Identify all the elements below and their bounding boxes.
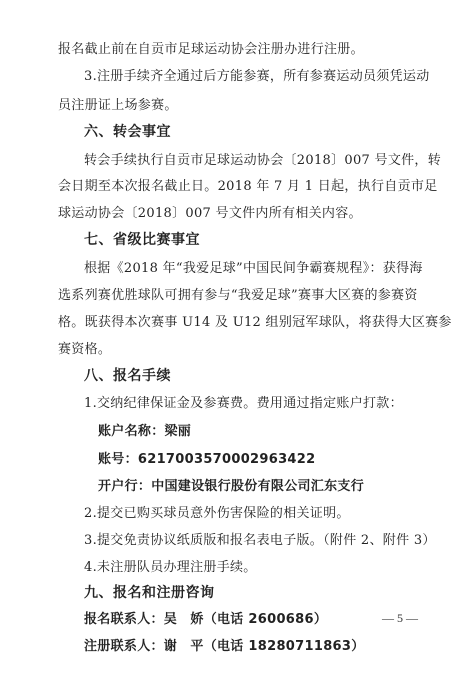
- page-number: — 5 —: [382, 611, 418, 625]
- text-line: 选系列赛优胜球队可拥有参与“我爱足球”赛事大区赛的参赛资: [58, 288, 418, 303]
- text-line: 2.提交已购买球员意外伤害保险的相关证明。: [84, 506, 350, 521]
- text-line: 3.注册手续齐全通过后方能参赛，所有参赛运动员须凭运动: [84, 69, 430, 84]
- text-line: 根据《2018 年“我爱足球”中国民间争霸赛规程》：获得海: [84, 261, 423, 276]
- text-line: 会日期至本次报名截止日。2018 年 7 月 1 日起，执行自贡市足: [58, 179, 438, 194]
- section-heading-provincial: 七、省级比赛事宜: [84, 232, 200, 248]
- text-line: 员注册证上场参赛。: [58, 98, 178, 113]
- section-heading-transfer: 六、转会事宜: [84, 124, 171, 140]
- section-heading-contact: 九、报名和注册咨询: [84, 585, 215, 601]
- text-line: 3.提交免责协议纸质版和报名表电子版。（附件 2、附件 3）: [84, 533, 436, 548]
- text-line: 1.交纳纪律保证金及参赛费。费用通过指定账户打款：: [84, 396, 403, 411]
- section-heading-registration: 八、报名手续: [84, 368, 171, 384]
- account-number-line: 账号：6217003570002963422: [98, 452, 316, 467]
- text-line: 转会手续执行自贡市足球运动协会〔2018〕007 号文件，转: [84, 153, 442, 168]
- registration-contact: 报名联系人：吴 娇（电话 2600686）: [84, 612, 328, 627]
- signup-contact: 注册联系人：谢 平（电话 18280711863）: [84, 639, 365, 654]
- bank-line: 开户行：中国建设银行股份有限公司汇东支行: [98, 479, 365, 494]
- text-line: 球运动协会〔2018〕007 号文件内所有相关内容。: [58, 206, 362, 221]
- account-name-line: 账户名称：梁丽: [98, 424, 192, 439]
- text-line: 报名截止前在自贡市足球运动协会注册办进行注册。: [58, 42, 364, 57]
- text-line: 赛资格。: [58, 342, 112, 357]
- text-line: 格。既获得本次赛事 U14 及 U12 组别冠军球队，将获得大区赛参: [58, 315, 452, 330]
- text-line: 4.未注册队员办理注册手续。: [84, 560, 257, 575]
